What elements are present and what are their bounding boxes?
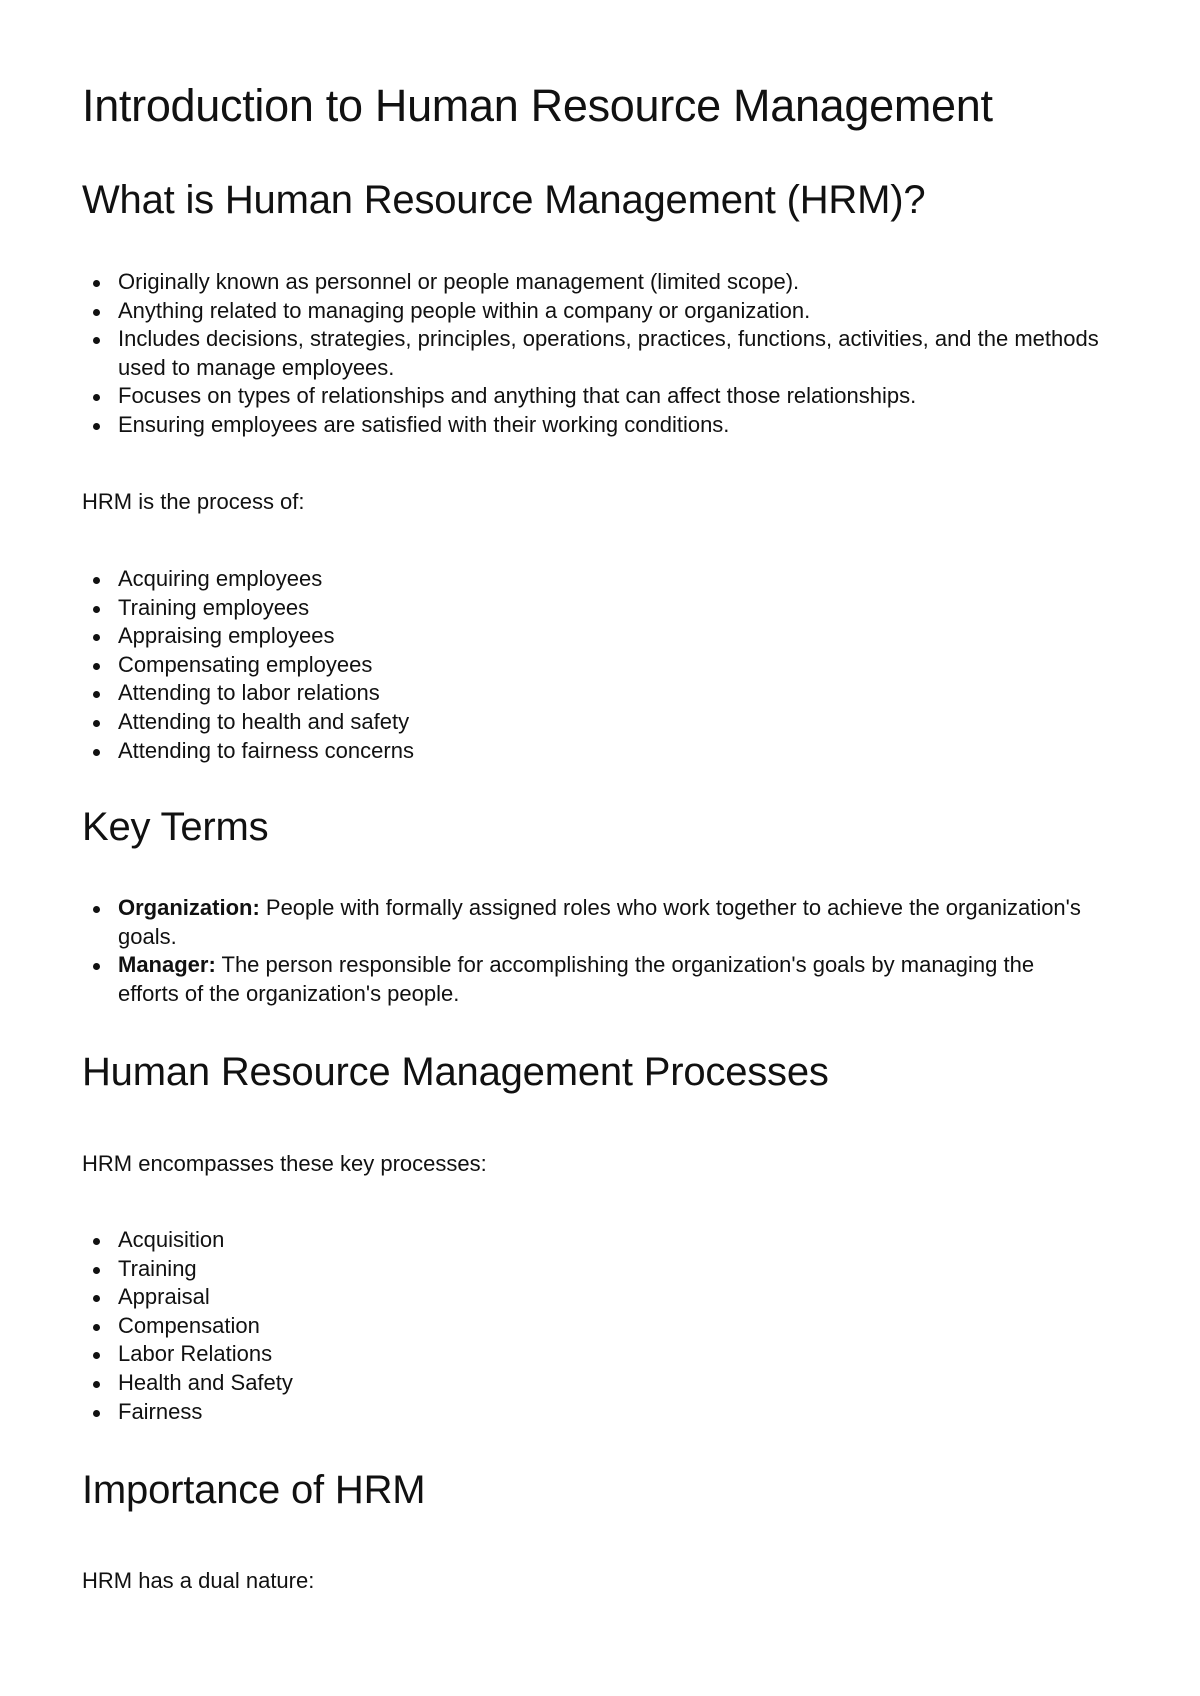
list-item (82, 951, 1092, 1008)
list-item-text: Focuses on types of relationships and anything that can affect those relationships. (118, 383, 917, 409)
list-item (82, 594, 1122, 623)
list-item-text: Attending to health and safety (118, 708, 410, 734)
list-item-text: Training (118, 1255, 197, 1281)
bullet-icon (93, 1238, 100, 1245)
list-item-text: Training employees (118, 594, 310, 620)
page-title: Introduction to Human Resource Management (82, 80, 993, 131)
list-item (82, 622, 1122, 651)
list-item (82, 894, 1092, 951)
list-item (82, 411, 1122, 440)
bullet-icon (93, 1381, 100, 1388)
list-item (82, 382, 1122, 411)
list-item (82, 679, 1122, 708)
section-heading-what-is-hrm: What is Human Resource Management (HRM)? (82, 178, 926, 222)
list-item (82, 268, 1122, 297)
bullet-icon (93, 1267, 100, 1274)
list-item (82, 1340, 1122, 1369)
bullet-icon (93, 1410, 100, 1417)
bullet-icon (93, 1295, 100, 1302)
list-item-text: Includes decisions, strategies, principles, operations, practices, functions, activities, and the methods used to manage employees. (118, 326, 1099, 380)
list-item-text: Anything related to managing people within a company or organization. (118, 297, 811, 323)
section-heading-hrm-processes: Human Resource Management Processes (82, 1050, 829, 1094)
list-item (82, 297, 1122, 326)
bullet-icon (93, 749, 100, 756)
list-item (82, 1283, 1122, 1312)
section-heading-importance: Importance of HRM (82, 1468, 426, 1512)
list-item (82, 1255, 1122, 1284)
term-definition: The person responsible for accomplishing the organization's goals by managing the efforts of the organization's people. (118, 952, 1035, 1006)
bullet-icon (93, 1352, 100, 1359)
list-item-text: Acquisition (118, 1227, 225, 1252)
list-item-text: Health and Safety (118, 1369, 293, 1395)
importance-intro: HRM has a dual nature: (82, 1568, 315, 1593)
bullet-icon (93, 423, 100, 430)
list-item-text: Compensation (118, 1312, 260, 1338)
processes-list (82, 1226, 1122, 1426)
list-item-text: Acquiring employees (118, 566, 323, 591)
list-item-text: Originally known as personnel or people management (limited scope). (118, 269, 800, 294)
process-intro: HRM is the process of: (82, 489, 305, 514)
list-item (82, 1312, 1122, 1341)
list-item (82, 737, 1122, 766)
section-heading-key-terms: Key Terms (82, 805, 269, 849)
bullet-icon (93, 1324, 100, 1331)
bullet-icon (93, 963, 100, 970)
list-item-text: Compensating employees (118, 651, 373, 677)
list-item-text: Ensuring employees are satisfied with their working conditions. (118, 411, 730, 437)
list-item (82, 1398, 1122, 1427)
bullet-icon (93, 280, 100, 287)
bullet-icon (93, 309, 100, 316)
bullet-icon (93, 634, 100, 641)
list-item (82, 1369, 1122, 1398)
term-label: Manager: (118, 952, 216, 978)
list-item (82, 651, 1122, 680)
list-item (82, 708, 1122, 737)
what-is-hrm-list (82, 268, 1122, 440)
list-item-text: Fairness (118, 1398, 203, 1424)
bullet-icon (93, 663, 100, 670)
bullet-icon (93, 691, 100, 698)
list-item-text: Appraisal (118, 1284, 210, 1310)
key-terms-list (82, 894, 1092, 1008)
list-item-text: Appraising employees (118, 623, 335, 649)
list-item (82, 325, 1122, 382)
list-item (82, 565, 1122, 594)
list-item-text: Labor Relations (118, 1341, 273, 1367)
bullet-icon (93, 606, 100, 613)
bullet-icon (93, 906, 100, 913)
process-list (82, 565, 1122, 765)
list-item-text: Attending to labor relations (118, 680, 380, 706)
bullet-icon (93, 394, 100, 401)
list-item-text: Attending to fairness concerns (118, 737, 414, 763)
term-label: Organization: (118, 895, 260, 920)
bullet-icon (93, 720, 100, 727)
list-item (82, 1226, 1122, 1255)
bullet-icon (93, 577, 100, 584)
bullet-icon (93, 337, 100, 344)
term-definition: People with formally assigned roles who work together to achieve the organization's goals. (118, 895, 1081, 949)
processes-intro: HRM encompasses these key processes: (82, 1151, 487, 1176)
